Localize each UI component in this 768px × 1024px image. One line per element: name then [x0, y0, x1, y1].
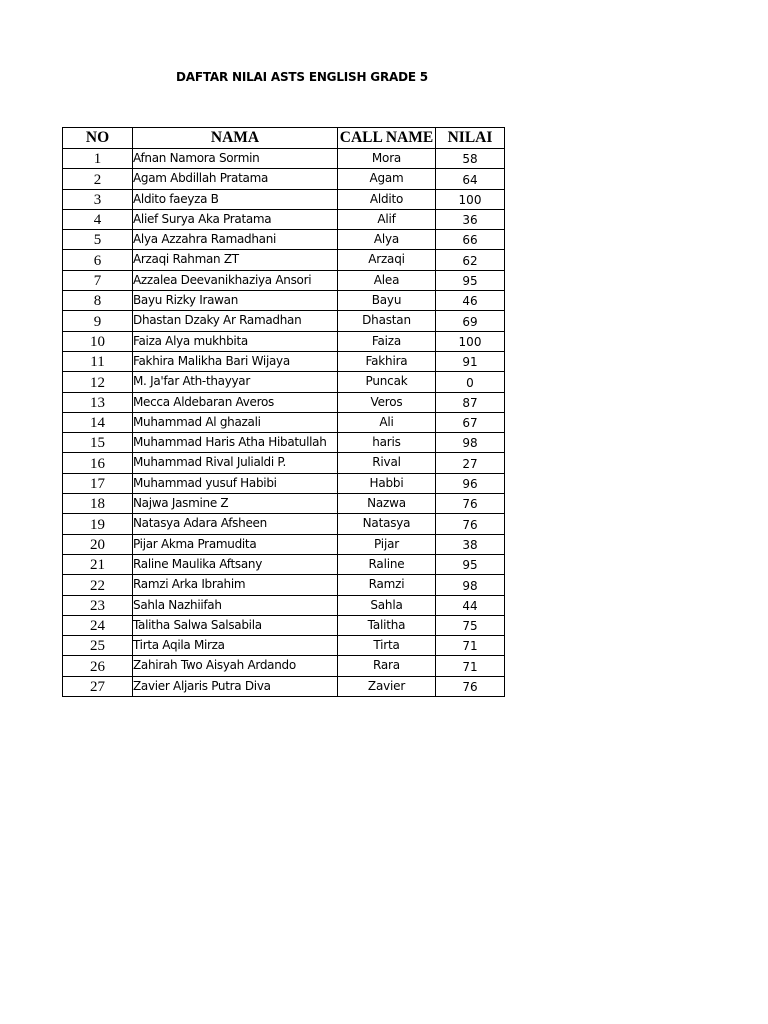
score-cell: 95	[436, 270, 505, 290]
table-row	[63, 209, 505, 229]
call-name-cell: Alif	[338, 209, 436, 229]
row-number-cell: 16	[63, 453, 133, 473]
table-row	[63, 575, 505, 595]
header-no: NO	[63, 128, 133, 149]
header-nama: NAMA	[133, 128, 338, 149]
row-number-cell: 24	[63, 615, 133, 635]
row-number-cell: 14	[63, 412, 133, 432]
table-row	[63, 392, 505, 412]
table-row	[63, 615, 505, 635]
student-name-cell: Aldito faeyza B	[133, 189, 338, 209]
table-row	[63, 412, 505, 432]
table-row	[63, 149, 505, 169]
table-row	[63, 291, 505, 311]
call-name-cell: Ali	[338, 412, 436, 432]
row-number-cell: 2	[63, 169, 133, 189]
call-name-cell: Mora	[338, 149, 436, 169]
call-name-cell: Pijar	[338, 534, 436, 554]
score-cell: 46	[436, 291, 505, 311]
call-name-cell: Veros	[338, 392, 436, 412]
student-name-cell: Faiza Alya mukhbita	[133, 331, 338, 351]
call-name-cell: Arzaqi	[338, 250, 436, 270]
score-cell: 64	[436, 169, 505, 189]
student-name-cell: Pijar Akma Pramudita	[133, 534, 338, 554]
table-body	[63, 149, 505, 697]
student-name-cell: M. Ja'far Ath-thayyar	[133, 372, 338, 392]
student-name-cell: Raline Maulika Aftsany	[133, 554, 338, 574]
call-name-cell: Bayu	[338, 291, 436, 311]
call-name-cell: Rival	[338, 453, 436, 473]
student-name-cell: Afnan Namora Sormin	[133, 149, 338, 169]
student-name-cell: Sahla Nazhiifah	[133, 595, 338, 615]
student-name-cell: Tirta Aqila Mirza	[133, 636, 338, 656]
score-cell: 87	[436, 392, 505, 412]
call-name-cell: Zavier	[338, 676, 436, 696]
header-nilai: NILAI	[436, 128, 505, 149]
student-name-cell: Muhammad Al ghazali	[133, 412, 338, 432]
grades-table	[62, 127, 505, 697]
score-cell: 58	[436, 149, 505, 169]
student-name-cell: Zavier Aljaris Putra Diva	[133, 676, 338, 696]
call-name-cell: Fakhira	[338, 351, 436, 371]
score-cell: 76	[436, 514, 505, 534]
table-row	[63, 595, 505, 615]
score-cell: 67	[436, 412, 505, 432]
score-cell: 66	[436, 230, 505, 250]
call-name-cell: Agam	[338, 169, 436, 189]
student-name-cell: Alief Surya Aka Pratama	[133, 209, 338, 229]
row-number-cell: 11	[63, 351, 133, 371]
score-cell: 71	[436, 636, 505, 656]
row-number-cell: 1	[63, 149, 133, 169]
student-name-cell: Fakhira Malikha Bari Wijaya	[133, 351, 338, 371]
student-name-cell: Talitha Salwa Salsabila	[133, 615, 338, 635]
call-name-cell: Habbi	[338, 473, 436, 493]
table-row	[63, 453, 505, 473]
row-number-cell: 8	[63, 291, 133, 311]
call-name-cell: Dhastan	[338, 311, 436, 331]
row-number-cell: 27	[63, 676, 133, 696]
header-row	[63, 128, 505, 149]
call-name-cell: Nazwa	[338, 494, 436, 514]
score-cell: 98	[436, 433, 505, 453]
score-cell: 96	[436, 473, 505, 493]
table-row	[63, 372, 505, 392]
table-row	[63, 230, 505, 250]
student-name-cell: Ramzi Arka Ibrahim	[133, 575, 338, 595]
row-number-cell: 19	[63, 514, 133, 534]
table-row	[63, 514, 505, 534]
row-number-cell: 3	[63, 189, 133, 209]
score-cell: 0	[436, 372, 505, 392]
header-call-name: CALL NAME	[338, 128, 436, 149]
row-number-cell: 26	[63, 656, 133, 676]
call-name-cell: haris	[338, 433, 436, 453]
call-name-cell: Talitha	[338, 615, 436, 635]
table-row	[63, 676, 505, 696]
call-name-cell: Puncak	[338, 372, 436, 392]
table-row	[63, 250, 505, 270]
call-name-cell: Rara	[338, 656, 436, 676]
student-name-cell: Azzalea Deevanikhaziya Ansori	[133, 270, 338, 290]
score-cell: 76	[436, 494, 505, 514]
student-name-cell: Natasya Adara Afsheen	[133, 514, 338, 534]
score-cell: 91	[436, 351, 505, 371]
student-name-cell: Zahirah Two Aisyah Ardando	[133, 656, 338, 676]
student-name-cell: Arzaqi Rahman ZT	[133, 250, 338, 270]
call-name-cell: Raline	[338, 554, 436, 574]
row-number-cell: 6	[63, 250, 133, 270]
row-number-cell: 12	[63, 372, 133, 392]
student-name-cell: Alya Azzahra Ramadhani	[133, 230, 338, 250]
call-name-cell: Faiza	[338, 331, 436, 351]
table-row	[63, 554, 505, 574]
student-name-cell: Muhammad yusuf Habibi	[133, 473, 338, 493]
score-cell: 69	[436, 311, 505, 331]
row-number-cell: 20	[63, 534, 133, 554]
student-name-cell: Muhammad Rival Julialdi P.	[133, 453, 338, 473]
score-cell: 44	[436, 595, 505, 615]
row-number-cell: 17	[63, 473, 133, 493]
table-header	[63, 128, 505, 149]
table-row	[63, 473, 505, 493]
score-cell: 36	[436, 209, 505, 229]
call-name-cell: Natasya	[338, 514, 436, 534]
score-cell: 98	[436, 575, 505, 595]
table-row	[63, 351, 505, 371]
call-name-cell: Alea	[338, 270, 436, 290]
call-name-cell: Aldito	[338, 189, 436, 209]
table-row	[63, 311, 505, 331]
score-cell: 100	[436, 331, 505, 351]
row-number-cell: 21	[63, 554, 133, 574]
call-name-cell: Ramzi	[338, 575, 436, 595]
row-number-cell: 18	[63, 494, 133, 514]
row-number-cell: 13	[63, 392, 133, 412]
document-title: DAFTAR NILAI ASTS ENGLISH GRADE 5	[176, 70, 428, 84]
table-row	[63, 534, 505, 554]
score-cell: 100	[436, 189, 505, 209]
student-name-cell: Dhastan Dzaky Ar Ramadhan	[133, 311, 338, 331]
score-cell: 76	[436, 676, 505, 696]
call-name-cell: Alya	[338, 230, 436, 250]
score-cell: 27	[436, 453, 505, 473]
row-number-cell: 7	[63, 270, 133, 290]
row-number-cell: 9	[63, 311, 133, 331]
table-row	[63, 494, 505, 514]
table-row	[63, 636, 505, 656]
table-row	[63, 433, 505, 453]
call-name-cell: Sahla	[338, 595, 436, 615]
table-row	[63, 656, 505, 676]
row-number-cell: 23	[63, 595, 133, 615]
score-cell: 95	[436, 554, 505, 574]
row-number-cell: 10	[63, 331, 133, 351]
student-name-cell: Agam Abdillah Pratama	[133, 169, 338, 189]
student-name-cell: Bayu Rizky Irawan	[133, 291, 338, 311]
table-row	[63, 331, 505, 351]
student-name-cell: Mecca Aldebaran Averos	[133, 392, 338, 412]
score-cell: 75	[436, 615, 505, 635]
score-cell: 71	[436, 656, 505, 676]
row-number-cell: 22	[63, 575, 133, 595]
row-number-cell: 15	[63, 433, 133, 453]
table-row	[63, 270, 505, 290]
table-row	[63, 189, 505, 209]
table-row	[63, 169, 505, 189]
row-number-cell: 25	[63, 636, 133, 656]
student-name-cell: Najwa Jasmine Z	[133, 494, 338, 514]
score-cell: 38	[436, 534, 505, 554]
call-name-cell: Tirta	[338, 636, 436, 656]
student-name-cell: Muhammad Haris Atha Hibatullah	[133, 433, 338, 453]
score-cell: 62	[436, 250, 505, 270]
row-number-cell: 4	[63, 209, 133, 229]
row-number-cell: 5	[63, 230, 133, 250]
